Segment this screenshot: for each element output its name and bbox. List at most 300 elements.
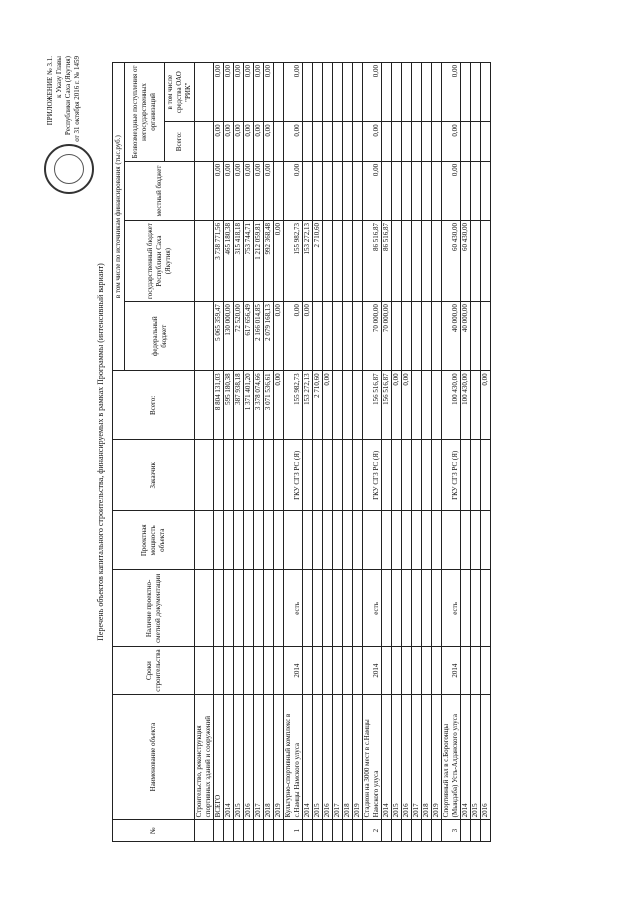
col-federal: федеральный бюджет	[125, 302, 195, 371]
cell-total: 2 710,60	[313, 371, 323, 440]
cell-num	[392, 820, 402, 842]
cell-fed	[412, 302, 422, 371]
cell-docs	[461, 570, 471, 647]
cell-total	[471, 371, 481, 440]
cell-cust	[195, 440, 214, 511]
table-row	[323, 63, 333, 842]
cell-name: Культурно-спортивный комплекс в с.Намцы Намского улуса	[284, 694, 303, 820]
cell-docs	[412, 570, 422, 647]
cell-num	[353, 820, 363, 842]
cell-local	[422, 161, 432, 220]
cell-state	[402, 220, 412, 301]
cell-fed: 70 000,00	[382, 302, 392, 371]
table-row	[333, 63, 343, 842]
cell-total	[432, 371, 442, 440]
col-local: местный бюджет	[125, 161, 195, 220]
cell-state: 86 516,87	[382, 220, 392, 301]
cell-cap	[432, 511, 442, 570]
cell-gt: 0,00	[284, 122, 303, 162]
cell-state: 2 710,60	[313, 220, 323, 301]
cell-local: 0,00	[442, 161, 461, 220]
cell-cust	[254, 440, 264, 511]
cell-docs	[382, 570, 392, 647]
cell-name: 2014	[461, 694, 471, 820]
table-row	[274, 63, 284, 842]
cell-gr	[343, 63, 353, 122]
cell-local	[343, 161, 353, 220]
cell-num	[313, 820, 323, 842]
table-row	[442, 63, 461, 842]
cell-gr: 0,00	[234, 63, 244, 122]
cell-total: 153 272,13	[303, 371, 313, 440]
cell-total	[353, 371, 363, 440]
cell-gr	[333, 63, 343, 122]
official-seal	[44, 144, 94, 194]
cell-cust	[422, 440, 432, 511]
document-page	[40, 52, 600, 852]
cell-num	[244, 820, 254, 842]
cell-state: 153 272,13	[303, 220, 313, 301]
cell-cap	[422, 511, 432, 570]
col-state: государственный бюджет Республики Саха (Якутия)	[125, 220, 195, 301]
cell-gr	[382, 63, 392, 122]
cell-docs	[481, 570, 491, 647]
cell-gr	[481, 63, 491, 122]
cell-gr	[392, 63, 402, 122]
cell-cust	[471, 440, 481, 511]
cell-cust: ГКУ СГЗ РС (Я)	[284, 440, 303, 511]
cell-cust	[234, 440, 244, 511]
cell-cap	[402, 511, 412, 570]
cell-local: 0,00	[284, 161, 303, 220]
table-row	[392, 63, 402, 842]
cell-gt	[313, 122, 323, 162]
cell-local	[195, 161, 214, 220]
cell-local	[333, 161, 343, 220]
cell-total: 156 516,87	[363, 371, 382, 440]
cell-num	[274, 820, 284, 842]
cell-terms	[382, 647, 392, 694]
table-row	[244, 63, 254, 842]
cell-local	[353, 161, 363, 220]
cell-gr: 0,00	[442, 63, 461, 122]
cell-docs	[432, 570, 442, 647]
cell-gr	[471, 63, 481, 122]
cell-terms	[333, 647, 343, 694]
col-group: в том числе по источникам финансирования (тыс.руб.)	[113, 63, 125, 371]
cell-gt	[274, 122, 284, 162]
cell-gt: 0,00	[363, 122, 382, 162]
cell-docs	[254, 570, 264, 647]
cell-num	[422, 820, 432, 842]
cell-cap	[461, 511, 471, 570]
cell-state: 315 418,18	[234, 220, 244, 301]
cell-num	[333, 820, 343, 842]
table-row	[471, 63, 481, 842]
cell-state	[353, 220, 363, 301]
appendix-line: к Указу Главы	[55, 56, 63, 98]
cell-fed: 72 520,00	[234, 302, 244, 371]
cell-cap	[214, 511, 224, 570]
cell-cap	[471, 511, 481, 570]
cell-gt	[303, 122, 313, 162]
cell-docs	[234, 570, 244, 647]
cell-cust	[353, 440, 363, 511]
cell-total: 0,00	[481, 371, 491, 440]
cell-terms	[323, 647, 333, 694]
document-title: Перечень объектов капитального строительства, финансируемых в рамках Программы (интенсивный вариант)	[96, 263, 105, 641]
cell-cust	[323, 440, 333, 511]
appendix-header	[46, 56, 82, 142]
cell-docs	[214, 570, 224, 647]
cell-gt	[353, 122, 363, 162]
col-docs: Наличие проектно-сметной документации	[113, 570, 195, 647]
cell-cust: ГКУ СГЗ РС (Я)	[442, 440, 461, 511]
cell-gt	[392, 122, 402, 162]
cell-cust	[432, 440, 442, 511]
cell-gr	[353, 63, 363, 122]
cell-name: 2017	[254, 694, 264, 820]
cell-local	[303, 161, 313, 220]
cell-local: 0,00	[224, 161, 234, 220]
cell-num	[412, 820, 422, 842]
cell-cust	[481, 440, 491, 511]
cell-cust	[333, 440, 343, 511]
cell-state	[195, 220, 214, 301]
cell-fed	[323, 302, 333, 371]
cell-docs: есть	[363, 570, 382, 647]
cell-terms	[313, 647, 323, 694]
cell-cap	[244, 511, 254, 570]
cell-fed: 40 000,00	[461, 302, 471, 371]
cell-docs	[333, 570, 343, 647]
cell-docs	[392, 570, 402, 647]
cell-name: 2018	[343, 694, 353, 820]
cell-cust	[274, 440, 284, 511]
financing-table	[112, 62, 491, 842]
cell-state	[432, 220, 442, 301]
cell-docs	[323, 570, 333, 647]
cell-cap	[264, 511, 274, 570]
cell-gt	[481, 122, 491, 162]
cell-docs	[244, 570, 254, 647]
cell-local	[392, 161, 402, 220]
cell-num	[382, 820, 392, 842]
cell-terms	[244, 647, 254, 694]
cell-state	[392, 220, 402, 301]
cell-fed: 2 166 014,85	[254, 302, 264, 371]
table-row	[224, 63, 234, 842]
col-grant-group: Безвозмездные поступления от негосударственных организаций	[125, 63, 165, 162]
table-row	[234, 63, 244, 842]
cell-gt: 0,00	[264, 122, 274, 162]
cell-local	[402, 161, 412, 220]
cell-state	[343, 220, 353, 301]
table-row	[303, 63, 313, 842]
cell-cap	[323, 511, 333, 570]
cell-name: ВСЕГО	[214, 694, 224, 820]
cell-docs	[274, 570, 284, 647]
cell-gr	[195, 63, 214, 122]
cell-fed: 40 000,00	[442, 302, 461, 371]
cell-terms	[412, 647, 422, 694]
cell-total	[422, 371, 432, 440]
cell-terms: 2014	[442, 647, 461, 694]
cell-total: 1 371 401,20	[244, 371, 254, 440]
cell-terms	[353, 647, 363, 694]
cell-fed: 5 065 359,47	[214, 302, 224, 371]
cell-name: 2018	[264, 694, 274, 820]
cell-cap	[481, 511, 491, 570]
cell-fed	[353, 302, 363, 371]
cell-state	[412, 220, 422, 301]
cell-local: 0,00	[264, 161, 274, 220]
cell-num	[264, 820, 274, 842]
col-num: №	[113, 820, 195, 842]
cell-local	[323, 161, 333, 220]
cell-fed	[313, 302, 323, 371]
cell-terms	[343, 647, 353, 694]
cell-docs	[471, 570, 481, 647]
cell-local: 0,00	[234, 161, 244, 220]
cell-name: 2014	[382, 694, 392, 820]
cell-cust	[402, 440, 412, 511]
cell-terms	[214, 647, 224, 694]
cell-local: 0,00	[214, 161, 224, 220]
col-total: Всего:	[113, 371, 195, 440]
cell-docs	[402, 570, 412, 647]
cell-local	[432, 161, 442, 220]
cell-gt: 0,00	[442, 122, 461, 162]
cell-gt	[323, 122, 333, 162]
cell-state: 3 738 771,56	[214, 220, 224, 301]
cell-gt	[195, 122, 214, 162]
cell-fed	[481, 302, 491, 371]
cell-total: 3 071 536,61	[264, 371, 274, 440]
cell-name: 2017	[412, 694, 422, 820]
cell-name: Строительство, реконструкция спортивных зданий и сооружений	[195, 694, 214, 820]
cell-cap	[224, 511, 234, 570]
cell-terms	[481, 647, 491, 694]
cell-fed	[422, 302, 432, 371]
cell-total	[343, 371, 353, 440]
cell-local	[313, 161, 323, 220]
cell-local: 0,00	[254, 161, 264, 220]
cell-name: 2017	[333, 694, 343, 820]
cell-fed: 2 079 168,13	[264, 302, 274, 371]
table-row	[412, 63, 422, 842]
cell-cap	[303, 511, 313, 570]
cell-local: 0,00	[363, 161, 382, 220]
cell-fed: 70 000,00	[363, 302, 382, 371]
cell-terms	[402, 647, 412, 694]
cell-gr: 0,00	[264, 63, 274, 122]
cell-state: 992 368,48	[264, 220, 274, 301]
col-terms: Сроки строительства	[113, 647, 195, 694]
cell-terms	[264, 647, 274, 694]
cell-total	[333, 371, 343, 440]
cell-docs	[195, 570, 214, 647]
cell-terms	[195, 647, 214, 694]
cell-num	[432, 820, 442, 842]
cell-gr: 0,00	[224, 63, 234, 122]
cell-fed	[432, 302, 442, 371]
cell-name: 2015	[313, 694, 323, 820]
cell-gr	[274, 63, 284, 122]
col-name: Наименование объекта	[113, 694, 195, 820]
cell-total: 3 378 074,66	[254, 371, 264, 440]
cell-state: 0,00	[274, 220, 284, 301]
cell-terms	[461, 647, 471, 694]
cell-state	[323, 220, 333, 301]
cell-total	[412, 371, 422, 440]
cell-num	[224, 820, 234, 842]
cell-num	[481, 820, 491, 842]
cell-state	[422, 220, 432, 301]
cell-total: 0,00	[402, 371, 412, 440]
cell-local	[481, 161, 491, 220]
cell-gt: 0,00	[244, 122, 254, 162]
cell-gr: 0,00	[284, 63, 303, 122]
cell-state	[471, 220, 481, 301]
appendix-date: от 31 октября 2016 г. № 1459	[73, 56, 81, 142]
cell-cust	[382, 440, 392, 511]
cell-cap	[442, 511, 461, 570]
cell-name: 2019	[274, 694, 284, 820]
cell-cap	[363, 511, 382, 570]
cell-cust	[461, 440, 471, 511]
cell-local: 0,00	[244, 161, 254, 220]
cell-gr	[461, 63, 471, 122]
cell-num: 3	[442, 820, 461, 842]
cell-state: 465 180,38	[224, 220, 234, 301]
cell-cust	[313, 440, 323, 511]
cell-cust	[303, 440, 313, 511]
table-row	[353, 63, 363, 842]
table-row	[254, 63, 264, 842]
cell-state	[333, 220, 343, 301]
cell-terms	[392, 647, 402, 694]
cell-docs	[353, 570, 363, 647]
cell-num	[234, 820, 244, 842]
cell-cap	[382, 511, 392, 570]
cell-local	[274, 161, 284, 220]
cell-name: 2015	[234, 694, 244, 820]
cell-gt	[382, 122, 392, 162]
cell-local	[471, 161, 481, 220]
cell-gt	[422, 122, 432, 162]
cell-gr	[412, 63, 422, 122]
cell-docs	[313, 570, 323, 647]
col-customer: Заказчик	[113, 440, 195, 511]
table-row	[461, 63, 471, 842]
cell-cust	[214, 440, 224, 511]
cell-cap	[284, 511, 303, 570]
cell-gr	[303, 63, 313, 122]
cell-cust	[244, 440, 254, 511]
cell-gr: 0,00	[244, 63, 254, 122]
table-row	[432, 63, 442, 842]
cell-name: 2016	[481, 694, 491, 820]
cell-gt: 0,00	[234, 122, 244, 162]
cell-gt	[432, 122, 442, 162]
cell-num	[303, 820, 313, 842]
cell-terms	[422, 647, 432, 694]
cell-name: 2018	[422, 694, 432, 820]
cell-cap	[234, 511, 244, 570]
cell-gr	[402, 63, 412, 122]
table-row	[264, 63, 274, 842]
cell-num	[343, 820, 353, 842]
cell-gt: 0,00	[254, 122, 264, 162]
cell-num	[323, 820, 333, 842]
cell-cust: ГКУ СГЗ РС (Я)	[363, 440, 382, 511]
cell-terms: 2014	[363, 647, 382, 694]
cell-fed: 130 000,00	[224, 302, 234, 371]
table-row	[481, 63, 491, 842]
cell-local	[412, 161, 422, 220]
cell-cust	[224, 440, 234, 511]
cell-docs: есть	[442, 570, 461, 647]
cell-state: 155 982,73	[284, 220, 303, 301]
cell-fed	[471, 302, 481, 371]
cell-total: 0,00	[274, 371, 284, 440]
cell-gr: 0,00	[363, 63, 382, 122]
cell-name: 2016	[244, 694, 254, 820]
cell-gt: 0,00	[214, 122, 224, 162]
cell-cap	[313, 511, 323, 570]
cell-num	[195, 820, 214, 842]
cell-docs	[343, 570, 353, 647]
cell-terms	[224, 647, 234, 694]
cell-total: 595 180,38	[224, 371, 234, 440]
cell-state: 753 744,71	[244, 220, 254, 301]
appendix-line: Республики Саха (Якутия)	[64, 56, 72, 136]
appendix-label: ПРИЛОЖЕНИЕ № 3.1.	[46, 56, 54, 126]
cell-fed	[195, 302, 214, 371]
cell-cap	[254, 511, 264, 570]
cell-state: 1 212 059,81	[254, 220, 264, 301]
cell-gt	[412, 122, 422, 162]
cell-num	[402, 820, 412, 842]
cell-name: Спортивный зал в с.Борогонцы (Мындаба) Усть-Алданского улуса	[442, 694, 461, 820]
cell-num: 2	[363, 820, 382, 842]
cell-num: 1	[284, 820, 303, 842]
cell-docs	[303, 570, 313, 647]
cell-cust	[412, 440, 422, 511]
cell-gr	[422, 63, 432, 122]
cell-gr: 0,00	[254, 63, 264, 122]
cell-fed: 0,00	[274, 302, 284, 371]
cell-total: 0,00	[392, 371, 402, 440]
table-row	[214, 63, 224, 842]
cell-fed	[333, 302, 343, 371]
cell-gt	[461, 122, 471, 162]
cell-fed	[392, 302, 402, 371]
cell-fed	[343, 302, 353, 371]
cell-state: 60 430,00	[461, 220, 471, 301]
cell-terms: 2014	[284, 647, 303, 694]
cell-gt	[402, 122, 412, 162]
cell-num	[461, 820, 471, 842]
cell-terms	[274, 647, 284, 694]
cell-gr	[323, 63, 333, 122]
cell-total: 8 804 131,03	[214, 371, 224, 440]
table-row	[402, 63, 412, 842]
cell-terms	[432, 647, 442, 694]
cell-gr: 0,00	[214, 63, 224, 122]
cell-docs	[422, 570, 432, 647]
